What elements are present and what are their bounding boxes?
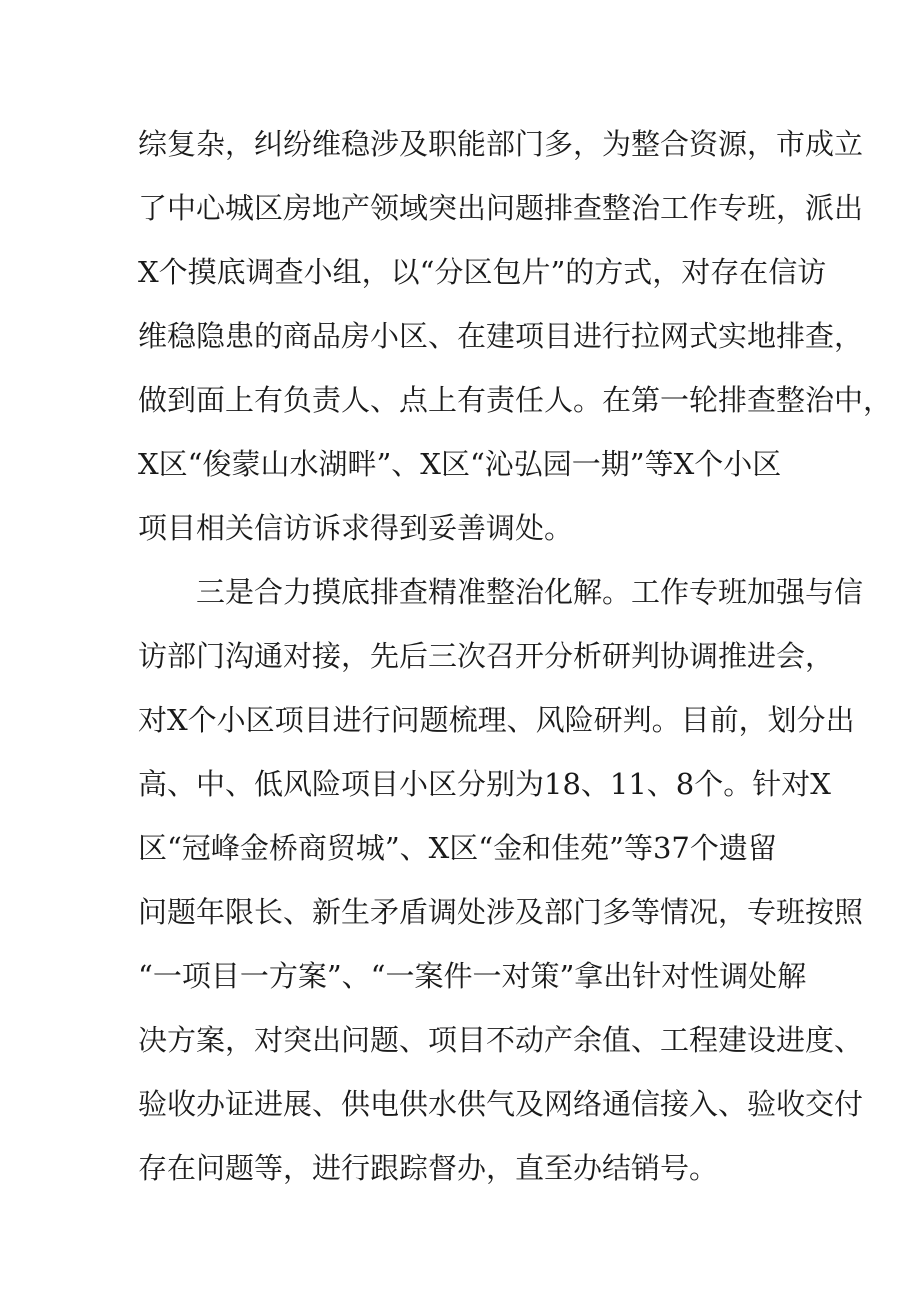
text-line: 存在问题等，进行跟踪督办，直至办结销号。 <box>138 1151 719 1185</box>
text-line: X个摸底调查小组，以“分区包片”的方式，对存在信访 <box>138 255 827 289</box>
text-line: “一项目一方案”、“一案件一对策”拿出针对性调处解 <box>138 959 807 993</box>
text-line: 综复杂，纠纷维稳涉及职能部门多，为整合资源，市成立 <box>138 127 864 161</box>
text-line: 对X个小区项目进行问题梳理、风险研判。目前，划分出 <box>138 703 855 737</box>
text-line: 验收办证进展、供电供水供气及网络通信接入、验收交付 <box>138 1087 864 1121</box>
text-line: 项目相关信访诉求得到妥善调处。 <box>138 511 574 545</box>
text-line: 维稳隐患的商品房小区、在建项目进行拉网式实地排查， <box>138 319 864 353</box>
paragraph-start-line: 三是合力摸底排查精准整治化解。工作专班加强与信 <box>196 575 864 609</box>
text-line: X区“俊蒙山水湖畔”、X区“沁弘园一期”等X个小区 <box>138 447 782 481</box>
text-line: 做到面上有负责人、点上有责任人。在第一轮排查整治中， <box>138 383 893 417</box>
text-line: 了中心城区房地产领域突出问题排查整治工作专班，派出 <box>138 191 864 225</box>
text-line: 访部门沟通对接，先后三次召开分析研判协调推进会， <box>138 639 835 673</box>
text-line: 区“冠峰金桥商贸城”、X区“金和佳苑”等37个遗留 <box>138 831 777 865</box>
text-line: 决方案，对突出问题、项目不动产余值、工程建设进度、 <box>138 1023 864 1057</box>
text-line: 高、中、低风险项目小区分别为18、11、8个。针对X <box>138 767 831 801</box>
text-line: 问题年限长、新生矛盾调处涉及部门多等情况，专班按照 <box>138 895 864 929</box>
